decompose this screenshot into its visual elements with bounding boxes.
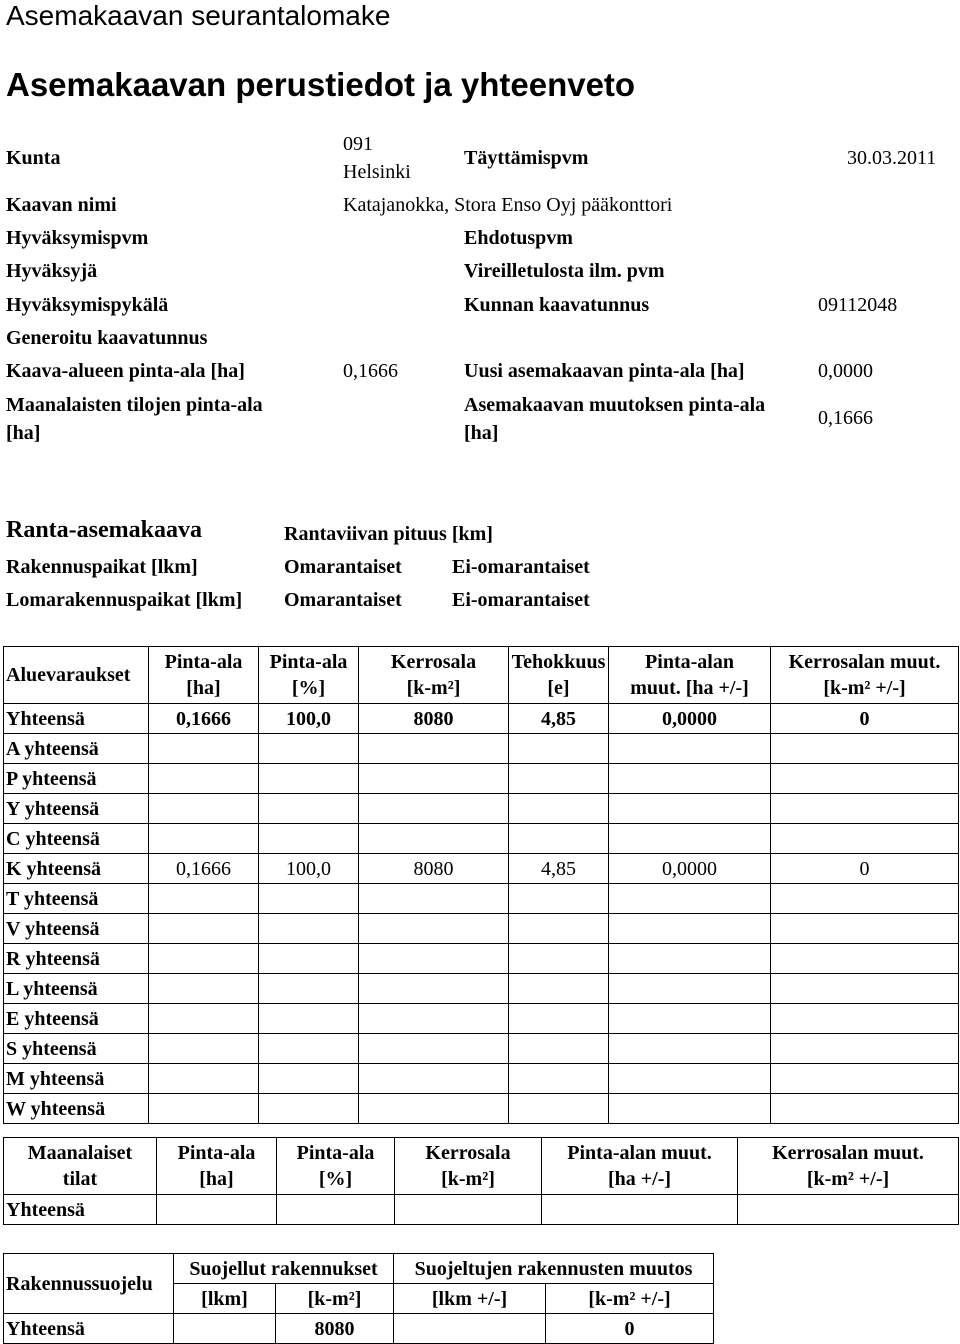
header-line-1: Pinta-alan — [645, 651, 734, 673]
header-line-2: [%] — [318, 1168, 353, 1190]
ranta-title: Ranta-asemakaava — [6, 517, 202, 543]
table-cell — [149, 794, 259, 824]
table-cell — [771, 824, 959, 854]
uusi-label: Uusi asemakaavan pinta-ala [ha] — [464, 360, 745, 382]
header-line-1: Pinta-ala — [269, 651, 348, 673]
header-line-2: muut. [ha +/-] — [630, 677, 749, 699]
table-cell — [359, 734, 509, 764]
table-cell — [359, 944, 509, 974]
tayttamispvm-value: 30.03.2011 — [847, 147, 937, 169]
header-line-2: [e] — [547, 677, 570, 699]
table-cell — [359, 1034, 509, 1064]
aluevaraukset-row — [4, 944, 959, 974]
table-cell — [259, 1034, 359, 1064]
tayttamispvm-label: Täyttämispvm — [464, 147, 589, 169]
header-text: Aluevaraukset — [6, 664, 131, 686]
header-line-2: [%] — [291, 677, 326, 699]
rantaviivan-label: Rantaviivan pituus [km] — [284, 523, 493, 545]
table-cell — [359, 1094, 509, 1124]
maanalaiset-header-cell — [4, 1138, 157, 1195]
table-cell — [149, 1094, 259, 1124]
rakennuspaikat-ei-omarantaiset: Ei-omarantaiset — [452, 556, 590, 578]
header-line-1: Pinta-ala — [164, 651, 243, 673]
table-cell: 8080 — [276, 1314, 394, 1344]
table-cell — [359, 764, 509, 794]
table-cell: 0 — [771, 704, 959, 734]
header-line-1: Kerrosalan muut. — [772, 1142, 924, 1164]
table-cell: 0 — [546, 1314, 714, 1344]
table-cell: 100,0 — [259, 854, 359, 884]
table-cell — [149, 824, 259, 854]
maanalaisten-label-1: Maanalaisten tilojen pinta-ala — [6, 394, 263, 416]
table-cell — [359, 974, 509, 1004]
table-cell — [149, 1034, 259, 1064]
kaava-alueen-label: Kaava-alueen pinta-ala [ha] — [6, 360, 245, 382]
maanalaiset-table — [3, 1137, 959, 1225]
header-line-2: tilat — [62, 1168, 98, 1190]
aluevaraukset-row — [4, 764, 959, 794]
table-cell — [394, 1314, 546, 1344]
table-cell — [771, 884, 959, 914]
suojelu-group-2: Suojeltujen rakennusten muutos — [394, 1254, 714, 1284]
table-cell: 0 — [771, 854, 959, 884]
table-cell — [149, 944, 259, 974]
header-line-2: [ha] — [186, 677, 221, 699]
table-cell — [509, 764, 609, 794]
table-cell — [771, 944, 959, 974]
table-cell — [149, 884, 259, 914]
hyvaksyja-label: Hyväksyjä — [6, 260, 98, 282]
table-cell — [509, 1034, 609, 1064]
aluevaraukset-header-cell — [771, 647, 959, 704]
table-cell — [259, 914, 359, 944]
table-cell — [149, 974, 259, 1004]
table-cell — [149, 734, 259, 764]
uusi-value: 0,0000 — [818, 360, 873, 382]
table-cell — [609, 914, 771, 944]
aluevaraukset-header-row — [4, 647, 959, 704]
suojelu-row — [4, 1314, 714, 1344]
table-cell — [509, 1064, 609, 1094]
table-cell — [359, 1064, 509, 1094]
aluevaraukset-header-cell — [359, 647, 509, 704]
table-cell — [259, 824, 359, 854]
aluevaraukset-row — [4, 1004, 959, 1034]
row-label: R yhteensä — [4, 944, 149, 974]
table-cell — [359, 1004, 509, 1034]
maanalaiset-header-cell — [542, 1138, 738, 1195]
table-cell — [259, 974, 359, 1004]
maanalaiset-header-cell — [157, 1138, 277, 1195]
table-cell — [259, 884, 359, 914]
section-title: Asemakaavan perustiedot ja yhteenveto — [6, 66, 636, 103]
aluevaraukset-header-cell — [149, 647, 259, 704]
header-line-2: [k-m² +/-] — [806, 1168, 890, 1190]
table-cell — [277, 1195, 395, 1225]
row-label: T yhteensä — [4, 884, 149, 914]
aluevaraukset-row — [4, 1064, 959, 1094]
suojelu-sub-header: [lkm +/-] — [394, 1284, 546, 1314]
muutoksen-label-1: Asemakaavan muutoksen pinta-ala — [464, 394, 766, 416]
table-cell — [509, 794, 609, 824]
table-cell — [771, 764, 959, 794]
maanalaiset-header-cell — [395, 1138, 542, 1195]
maanalaiset-row — [4, 1195, 959, 1225]
suojelu-sub-header: [lkm] — [174, 1284, 276, 1314]
maanalaisten-label-2: [ha] — [6, 422, 41, 444]
table-cell — [395, 1195, 542, 1225]
header-line-1: Maanalaiset — [27, 1142, 133, 1164]
header-line-1: Kerrosala — [425, 1142, 511, 1164]
table-cell: 4,85 — [509, 854, 609, 884]
kunnan-kaavatunnus-value: 09112048 — [818, 294, 898, 316]
row-label: S yhteensä — [4, 1034, 149, 1064]
lomarakennuspaikat-ei-omarantaiset: Ei-omarantaiset — [452, 589, 590, 611]
table-cell: 0,1666 — [149, 854, 259, 884]
kunnan-kaavatunnus-label: Kunnan kaavatunnus — [464, 294, 650, 316]
row-label: Yhteensä — [4, 1195, 157, 1225]
table-cell — [509, 944, 609, 974]
table-cell — [771, 734, 959, 764]
table-cell — [542, 1195, 738, 1225]
table-cell — [259, 734, 359, 764]
table-cell: 4,85 — [509, 704, 609, 734]
table-cell — [509, 914, 609, 944]
aluevaraukset-row — [4, 734, 959, 764]
suojelu-group-row — [4, 1254, 714, 1284]
document-title: Asemakaavan seurantalomake — [6, 0, 391, 31]
hyvaksymispvm-label: Hyväksymispvm — [6, 227, 149, 249]
table-cell — [509, 824, 609, 854]
table-cell — [771, 914, 959, 944]
header-line-1: Pinta-alan muut. — [567, 1142, 712, 1164]
header-line-1: Pinta-ala — [177, 1142, 256, 1164]
kunta-code: 091 — [343, 133, 373, 155]
table-cell — [149, 1064, 259, 1094]
aluevaraukset-header-cell — [259, 647, 359, 704]
aluevaraukset-row — [4, 704, 959, 734]
row-label: K yhteensä — [4, 854, 149, 884]
lomarakennuspaikat-label: Lomarakennuspaikat [lkm] — [6, 589, 243, 611]
vireilletulosta-label: Vireilletulosta ilm. pvm — [464, 260, 665, 282]
table-cell — [259, 764, 359, 794]
table-cell — [509, 974, 609, 1004]
table-cell — [609, 824, 771, 854]
table-cell — [509, 1004, 609, 1034]
table-cell — [359, 794, 509, 824]
kaavan-nimi-label: Kaavan nimi — [6, 194, 117, 216]
aluevaraukset-row — [4, 884, 959, 914]
table-cell: 8080 — [359, 704, 509, 734]
suojelu-sub-header: [k-m²] — [276, 1284, 394, 1314]
table-cell — [609, 884, 771, 914]
table-cell — [359, 914, 509, 944]
table-cell — [157, 1195, 277, 1225]
header-line-1: Kerrosala — [390, 651, 477, 673]
rakennuspaikat-label: Rakennuspaikat [lkm] — [6, 556, 198, 578]
row-label: V yhteensä — [4, 914, 149, 944]
table-cell — [359, 884, 509, 914]
row-label: L yhteensä — [4, 974, 149, 1004]
aluevaraukset-row — [4, 1034, 959, 1064]
table-cell — [259, 944, 359, 974]
row-label: Y yhteensä — [4, 794, 149, 824]
table-cell — [174, 1314, 276, 1344]
table-cell — [149, 914, 259, 944]
table-cell — [609, 1004, 771, 1034]
row-label: Yhteensä — [4, 704, 149, 734]
rakennuspaikat-omarantaiset: Omarantaiset — [284, 556, 402, 578]
table-cell — [609, 1034, 771, 1064]
header-line-2: [k-m² +/-] — [823, 677, 906, 699]
table-cell: 0,0000 — [609, 704, 771, 734]
table-cell — [259, 794, 359, 824]
table-cell — [149, 764, 259, 794]
row-label: M yhteensä — [4, 1064, 149, 1094]
header-line-1: Tehokkuus — [511, 651, 606, 673]
table-cell — [259, 1004, 359, 1034]
table-cell — [771, 1094, 959, 1124]
kaavan-nimi-value: Katajanokka, Stora Enso Oyj pääkonttori — [343, 194, 673, 216]
table-cell — [771, 1004, 959, 1034]
table-cell — [738, 1195, 959, 1225]
muutoksen-label-2: [ha] — [464, 422, 499, 444]
generoitu-label: Generoitu kaavatunnus — [6, 327, 208, 349]
aluevaraukset-table — [3, 646, 959, 1124]
table-cell — [609, 764, 771, 794]
table-cell: 0,1666 — [149, 704, 259, 734]
table-cell — [609, 1094, 771, 1124]
table-cell: 0,0000 — [609, 854, 771, 884]
table-cell — [771, 794, 959, 824]
table-cell: 8080 — [359, 854, 509, 884]
header-line-2: [ha +/-] — [607, 1168, 672, 1190]
table-cell — [771, 974, 959, 1004]
row-label: C yhteensä — [4, 824, 149, 854]
row-label: Yhteensä — [4, 1314, 174, 1344]
maanalaiset-header-row — [4, 1138, 959, 1195]
maanalaiset-header-cell — [277, 1138, 395, 1195]
table-cell — [609, 794, 771, 824]
aluevaraukset-row — [4, 794, 959, 824]
maanalaiset-header-cell — [738, 1138, 959, 1195]
aluevaraukset-row — [4, 854, 959, 884]
table-cell — [771, 1034, 959, 1064]
header-line-2: [k-m²] — [441, 1168, 495, 1190]
row-label: W yhteensä — [4, 1094, 149, 1124]
table-cell — [609, 944, 771, 974]
suojelu-label: Rakennussuojelu — [4, 1254, 174, 1314]
aluevaraukset-row — [4, 1094, 959, 1124]
table-cell — [149, 1004, 259, 1034]
row-label: P yhteensä — [4, 764, 149, 794]
table-cell — [259, 1064, 359, 1094]
header-line-2: [ha] — [199, 1168, 234, 1190]
table-cell: 100,0 — [259, 704, 359, 734]
table-cell — [609, 734, 771, 764]
aluevaraukset-header-cell — [509, 647, 609, 704]
table-cell — [771, 1064, 959, 1094]
aluevaraukset-header-cell — [4, 647, 149, 704]
aluevaraukset-row — [4, 914, 959, 944]
table-cell — [609, 974, 771, 1004]
row-label: A yhteensä — [4, 734, 149, 764]
aluevaraukset-header-cell — [609, 647, 771, 704]
hyvaksymispykala-label: Hyväksymispykälä — [6, 294, 169, 316]
suojelu-group-1: Suojellut rakennukset — [174, 1254, 394, 1284]
header-line-1: Kerrosalan muut. — [788, 651, 941, 673]
table-cell — [509, 1094, 609, 1124]
table-cell — [359, 824, 509, 854]
table-cell — [509, 884, 609, 914]
kaava-alueen-value: 0,1666 — [343, 360, 398, 382]
lomarakennuspaikat-omarantaiset: Omarantaiset — [284, 589, 402, 611]
suojelu-sub-header: [k-m² +/-] — [546, 1284, 714, 1314]
aluevaraukset-row — [4, 824, 959, 854]
kunta-label: Kunta — [6, 147, 61, 169]
table-cell — [509, 734, 609, 764]
header-line-1: Pinta-ala — [296, 1142, 375, 1164]
row-label: E yhteensä — [4, 1004, 149, 1034]
kunta-name: Helsinki — [343, 161, 411, 183]
header-line-2: [k-m²] — [406, 677, 461, 699]
ehdotuspvm-label: Ehdotuspvm — [464, 227, 573, 249]
rakennussuojelu-table — [3, 1253, 714, 1344]
table-cell — [259, 1094, 359, 1124]
table-cell — [609, 1064, 771, 1094]
muutoksen-value: 0,1666 — [818, 407, 873, 429]
aluevaraukset-row — [4, 974, 959, 1004]
